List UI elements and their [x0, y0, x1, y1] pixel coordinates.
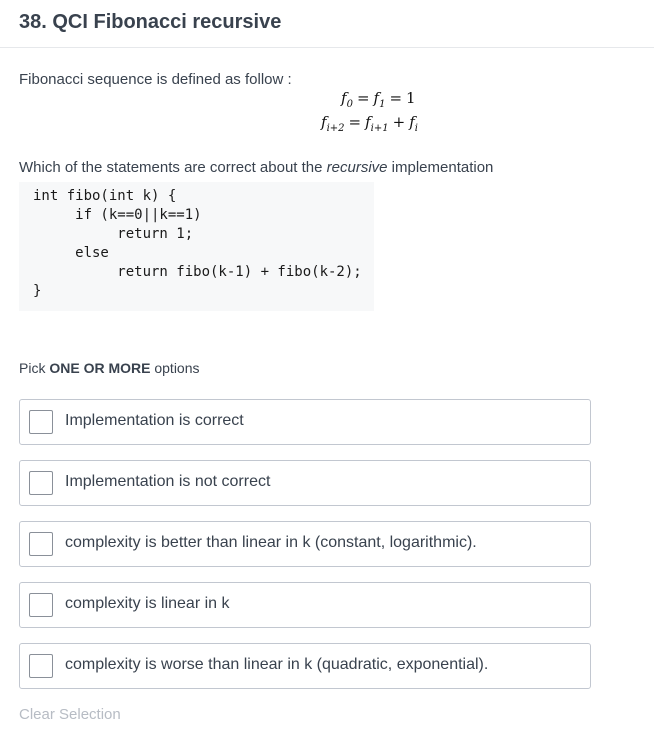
- checkbox[interactable]: [29, 532, 53, 556]
- pick-prefix: Pick: [19, 360, 50, 376]
- formula-equals: =: [348, 113, 362, 131]
- question-prompt: [19, 159, 493, 176]
- option-complexity-linear[interactable]: [19, 582, 591, 628]
- clear-selection-link[interactable]: Clear Selection: [19, 706, 121, 723]
- checkbox[interactable]: [29, 410, 53, 434]
- formula-equals: =: [356, 89, 370, 107]
- checkbox[interactable]: [29, 654, 53, 678]
- formula-term: f: [373, 89, 380, 107]
- checkbox[interactable]: [29, 593, 53, 617]
- formula-term: f: [409, 113, 415, 131]
- formula-subscript: 1: [379, 99, 386, 110]
- option-label: Implementation is correct: [65, 412, 244, 429]
- formula-subscript: 0: [346, 99, 353, 110]
- pick-instructions: [19, 360, 200, 376]
- option-label: complexity is better than linear in k (constant, logarithmic).: [65, 534, 477, 551]
- prompt-text-end: implementation: [387, 159, 494, 176]
- intro-text: Fibonacci sequence is defined as follow :: [19, 71, 292, 88]
- prompt-text: Which of the statements are correct about the: [19, 159, 327, 176]
- question-title: 38. QCI Fibonacci recursive: [19, 11, 282, 33]
- formula-plus: +: [392, 113, 406, 131]
- option-label: complexity is linear in k: [65, 595, 230, 612]
- pick-suffix: options: [150, 360, 200, 376]
- prompt-emphasis: recursive: [326, 159, 388, 176]
- checkbox[interactable]: [29, 471, 53, 495]
- option-implementation-not-correct[interactable]: [19, 460, 591, 506]
- option-label: complexity is worse than linear in k (quadratic, exponential).: [65, 656, 489, 673]
- option-complexity-worse-than-linear[interactable]: [19, 643, 591, 689]
- formula-subscript: i+1: [370, 123, 389, 134]
- formula-term: f: [321, 113, 327, 131]
- code-block: int fibo(int k) { if (k==0||k==1) return 1; else return fibo(k-1) + fibo(k-2); }: [19, 182, 374, 311]
- option-complexity-better-than-linear[interactable]: [19, 521, 591, 567]
- formula-subscript: i: [414, 123, 418, 134]
- formula-line-1: [341, 89, 416, 110]
- option-label: Implementation is not correct: [65, 473, 271, 490]
- formula-line-2: [321, 113, 418, 134]
- option-implementation-correct[interactable]: [19, 399, 591, 445]
- pick-emphasis: ONE OR MORE: [49, 360, 151, 376]
- header-divider: [0, 47, 654, 48]
- formula-term: f: [341, 89, 347, 107]
- formula-subscript: i+2: [326, 123, 345, 134]
- formula-value: 1: [406, 89, 416, 107]
- formula-equals: =: [389, 89, 403, 107]
- formula-term: f: [365, 113, 371, 131]
